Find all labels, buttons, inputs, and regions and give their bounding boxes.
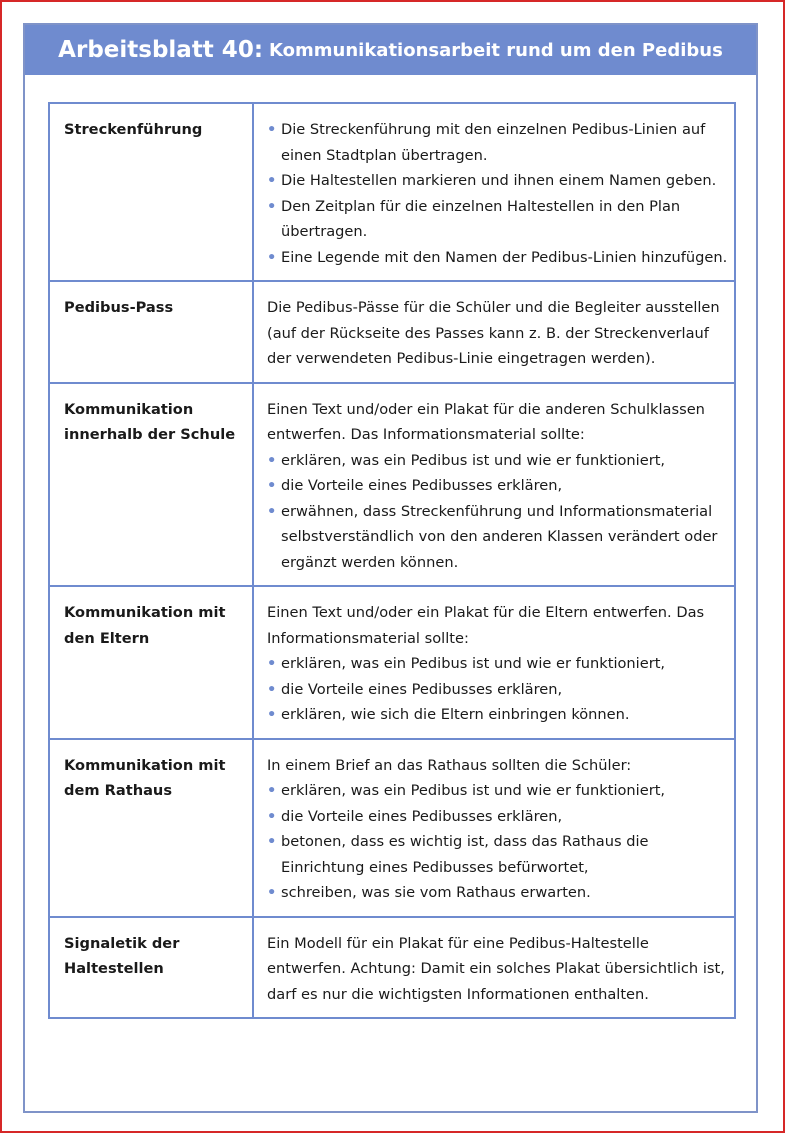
row-intro-text: Einen Text und/oder ein Plakat für die Eltern entwerfen. Das Informationsmaterial sollte: <box>267 604 705 647</box>
bullet-item <box>267 829 728 880</box>
worksheet-title: Kommunikationsarbeit rund um den Pedibus <box>269 39 723 61</box>
row-intro-text: Ein Modell für ein Plakat für eine Pedibus-Haltestelle entwerfen. Achtung: Damit ein solches Plakat übersichtlich ist, darf es nur die wichtigsten Informationen enthalten. <box>267 934 725 1003</box>
bullet-text: Die Streckenführung mit den einzelnen Pedibus-Linien auf einen Stadtplan übertragen. <box>281 121 706 164</box>
table-row <box>49 103 735 281</box>
worksheet-number: Arbeitsblatt 40: <box>58 37 264 63</box>
row-intro-text: Die Pedibus-Pässe für die Schüler und die Begleiter ausstellen (auf der Rückseite des Passes kann z. B. der Streckenverlauf der verwendeten Pedibus-Linie eingetragen werden). <box>267 299 720 367</box>
table-row <box>49 281 735 383</box>
task-table-body <box>49 103 735 1018</box>
worksheet-page <box>23 23 758 1113</box>
bullet-item <box>267 651 728 677</box>
table-row <box>49 383 735 587</box>
bullet-item <box>267 168 728 194</box>
row-label: Signaletik der Haltestellen <box>49 917 253 1019</box>
row-intro-text: Einen Text und/oder ein Plakat für die anderen Schulklassen entwerfen. Das Informationsmaterial sollte: <box>267 400 705 443</box>
row-content <box>253 103 735 281</box>
bullet-text: erklären, was ein Pedibus ist und wie er funktioniert, <box>281 451 666 469</box>
bullet-text: erklären, was ein Pedibus ist und wie er funktioniert, <box>281 782 666 799</box>
bullet-text: erwähnen, dass Streckenführung und Informationsmaterial selbstverständlich von den anderen Klassen verändert oder ergänzt werden können. <box>281 502 718 571</box>
bullet-text: die Vorteile eines Pedibusses erklären, <box>281 477 563 494</box>
bullet-item <box>267 804 728 830</box>
bullet-icon: • <box>267 833 277 850</box>
bullet-item <box>267 880 728 906</box>
row-label: Kommunikation mit dem Rathaus <box>49 739 253 917</box>
bullet-item <box>267 499 728 576</box>
bullet-item <box>267 448 728 474</box>
row-label: Pedibus-Pass <box>49 281 253 383</box>
bullet-text: die Vorteile eines Pedibusses erklären, <box>281 807 563 825</box>
bullet-icon: • <box>267 680 277 698</box>
bullet-icon: • <box>267 807 277 825</box>
row-label: Kommunikation innerhalb der Schule <box>49 383 253 587</box>
row-content <box>253 586 735 739</box>
bullet-item <box>267 778 728 804</box>
table-row <box>49 739 735 917</box>
bullet-text: betonen, dass es wichtig ist, dass das Rathaus die Einrichtung eines Pedibusses befürwortet, <box>281 833 649 876</box>
bullet-icon: • <box>267 706 277 723</box>
bullet-icon: • <box>267 655 277 672</box>
row-content <box>253 917 735 1019</box>
bullet-icon: • <box>267 502 277 520</box>
bullet-icon: • <box>267 782 277 799</box>
row-label: Kommunikation mit den Eltern <box>49 586 253 739</box>
bullet-icon: • <box>267 884 277 901</box>
row-intro-text: In einem Brief an das Rathaus sollten die Schüler: <box>267 756 632 774</box>
table-row <box>49 586 735 739</box>
bullet-icon: • <box>267 121 277 138</box>
bullet-item <box>267 473 728 499</box>
bullet-text: erklären, wie sich die Eltern einbringen können. <box>281 706 630 723</box>
bullet-text: schreiben, was sie vom Rathaus erwarten. <box>281 884 591 901</box>
bullet-text: Eine Legende mit den Namen der Pedibus-Linien hinzufügen. <box>281 248 728 266</box>
title-bar <box>25 25 756 75</box>
bullet-icon: • <box>267 172 277 189</box>
bullet-item <box>267 194 728 245</box>
bullet-text: Die Haltestellen markieren und ihnen einem Namen geben. <box>281 172 717 189</box>
bullet-item <box>267 117 728 168</box>
bullet-icon: • <box>267 248 277 266</box>
bullet-item <box>267 245 728 271</box>
bullet-item <box>267 677 728 703</box>
bullet-text: die Vorteile eines Pedibusses erklären, <box>281 680 563 698</box>
row-label: Streckenführung <box>49 103 253 281</box>
bullet-text: Den Zeitplan für die einzelnen Haltestellen in den Plan übertragen. <box>281 197 681 240</box>
row-content <box>253 281 735 383</box>
row-content <box>253 739 735 917</box>
task-table <box>48 102 736 1019</box>
row-content <box>253 383 735 587</box>
bullet-item <box>267 702 728 728</box>
bullet-icon: • <box>267 477 277 494</box>
bullet-icon: • <box>267 197 277 215</box>
table-row <box>49 917 735 1019</box>
bullet-icon: • <box>267 451 277 469</box>
bullet-text: erklären, was ein Pedibus ist und wie er funktioniert, <box>281 655 666 672</box>
